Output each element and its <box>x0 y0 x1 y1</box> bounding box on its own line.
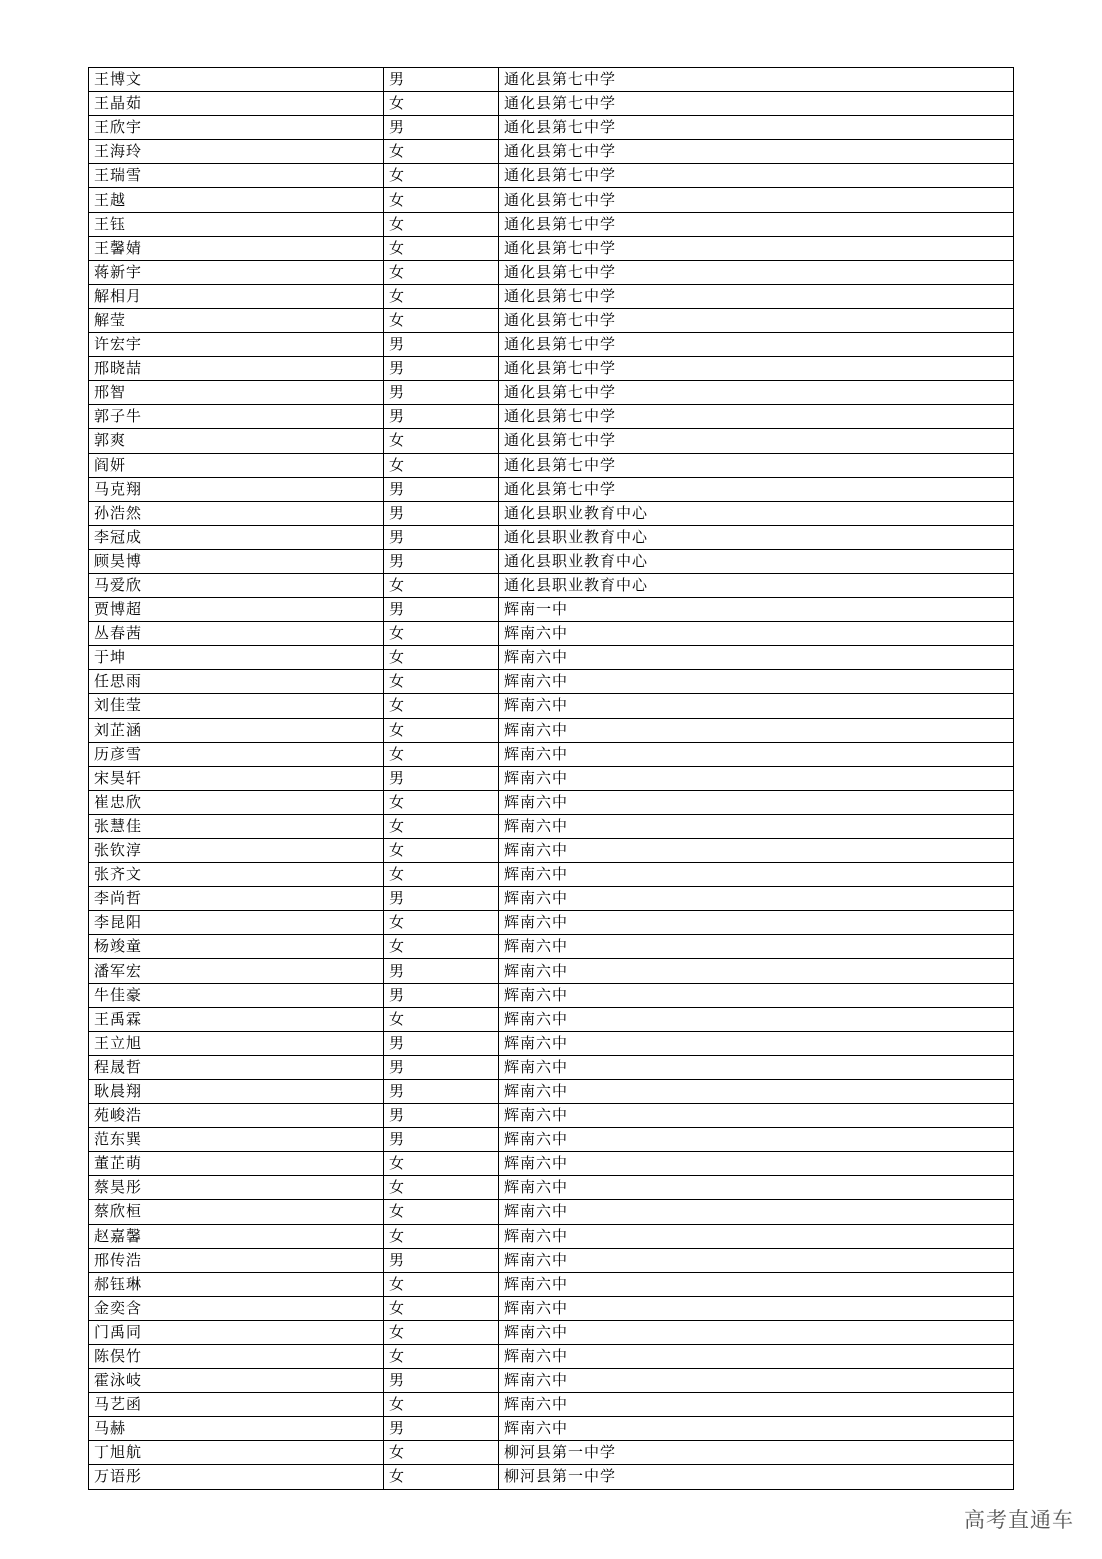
name-cell: 霍泳岐 <box>89 1369 384 1393</box>
table-row <box>89 260 1014 284</box>
table-row <box>89 863 1014 887</box>
name-cell: 许宏宇 <box>89 333 384 357</box>
school-cell: 通化县职业教育中心 <box>499 549 1014 573</box>
gender-cell: 女 <box>384 790 499 814</box>
school-cell: 通化县第七中学 <box>499 68 1014 92</box>
name-cell: 张齐文 <box>89 863 384 887</box>
school-cell: 辉南六中 <box>499 1248 1014 1272</box>
name-cell: 苑峻浩 <box>89 1104 384 1128</box>
table-row <box>89 790 1014 814</box>
name-cell: 牛佳豪 <box>89 983 384 1007</box>
school-cell: 通化县第七中学 <box>499 333 1014 357</box>
gender-cell: 男 <box>384 381 499 405</box>
school-cell: 辉南六中 <box>499 646 1014 670</box>
table-row <box>89 814 1014 838</box>
name-cell: 王博文 <box>89 68 384 92</box>
table-row <box>89 1128 1014 1152</box>
gender-cell: 男 <box>384 333 499 357</box>
table-row <box>89 284 1014 308</box>
table-row <box>89 622 1014 646</box>
gender-cell: 女 <box>384 573 499 597</box>
name-cell: 万语彤 <box>89 1465 384 1489</box>
school-cell: 辉南六中 <box>499 814 1014 838</box>
table-row <box>89 935 1014 959</box>
name-cell: 邢晓喆 <box>89 357 384 381</box>
gender-cell: 女 <box>384 1393 499 1417</box>
gender-cell: 男 <box>384 1417 499 1441</box>
school-cell: 辉南六中 <box>499 694 1014 718</box>
school-cell: 通化县职业教育中心 <box>499 501 1014 525</box>
gender-cell: 女 <box>384 1272 499 1296</box>
table-row <box>89 1104 1014 1128</box>
school-cell: 通化县第七中学 <box>499 284 1014 308</box>
gender-cell: 女 <box>384 140 499 164</box>
name-cell: 耿晨翔 <box>89 1079 384 1103</box>
table-row <box>89 405 1014 429</box>
gender-cell: 女 <box>384 1007 499 1031</box>
school-cell: 辉南一中 <box>499 598 1014 622</box>
table-row <box>89 573 1014 597</box>
table-row <box>89 1152 1014 1176</box>
table-row <box>89 381 1014 405</box>
table-row <box>89 188 1014 212</box>
table-row <box>89 1320 1014 1344</box>
gender-cell: 女 <box>384 429 499 453</box>
school-cell: 辉南六中 <box>499 1200 1014 1224</box>
school-cell: 辉南六中 <box>499 670 1014 694</box>
table-row <box>89 1393 1014 1417</box>
table-row <box>89 1465 1014 1489</box>
table-row <box>89 1007 1014 1031</box>
gender-cell: 女 <box>384 646 499 670</box>
table-row <box>89 429 1014 453</box>
table-row <box>89 766 1014 790</box>
roster-table <box>88 67 1014 1490</box>
school-cell: 辉南六中 <box>499 911 1014 935</box>
table-row <box>89 68 1014 92</box>
name-cell: 马克翔 <box>89 477 384 501</box>
gender-cell: 男 <box>384 887 499 911</box>
school-cell: 辉南六中 <box>499 1104 1014 1128</box>
gender-cell: 男 <box>384 1055 499 1079</box>
name-cell: 历彦雪 <box>89 742 384 766</box>
name-cell: 金奕含 <box>89 1296 384 1320</box>
name-cell: 郝钰琳 <box>89 1272 384 1296</box>
gender-cell: 男 <box>384 1248 499 1272</box>
name-cell: 邢传浩 <box>89 1248 384 1272</box>
gender-cell: 女 <box>384 1200 499 1224</box>
name-cell: 蔡昊彤 <box>89 1176 384 1200</box>
gender-cell: 男 <box>384 598 499 622</box>
name-cell: 阎妍 <box>89 453 384 477</box>
gender-cell: 男 <box>384 1031 499 1055</box>
table-row <box>89 839 1014 863</box>
gender-cell: 男 <box>384 766 499 790</box>
table-row <box>89 453 1014 477</box>
gender-cell: 男 <box>384 1369 499 1393</box>
table-row <box>89 549 1014 573</box>
gender-cell: 男 <box>384 405 499 429</box>
table-row <box>89 1176 1014 1200</box>
name-cell: 张慧佳 <box>89 814 384 838</box>
gender-cell: 男 <box>384 983 499 1007</box>
gender-cell: 女 <box>384 1176 499 1200</box>
name-cell: 王瑞雪 <box>89 164 384 188</box>
school-cell: 通化县第七中学 <box>499 453 1014 477</box>
table-row <box>89 598 1014 622</box>
gender-cell: 男 <box>384 357 499 381</box>
name-cell: 张钦淳 <box>89 839 384 863</box>
name-cell: 贾博超 <box>89 598 384 622</box>
gender-cell: 女 <box>384 1224 499 1248</box>
name-cell: 刘佳莹 <box>89 694 384 718</box>
school-cell: 通化县职业教育中心 <box>499 573 1014 597</box>
school-cell: 柳河县第一中学 <box>499 1441 1014 1465</box>
school-cell: 通化县第七中学 <box>499 188 1014 212</box>
school-cell: 辉南六中 <box>499 718 1014 742</box>
table-row <box>89 116 1014 140</box>
school-cell: 辉南六中 <box>499 1320 1014 1344</box>
table-row <box>89 718 1014 742</box>
gender-cell: 女 <box>384 670 499 694</box>
name-cell: 王欣宇 <box>89 116 384 140</box>
table-row <box>89 983 1014 1007</box>
gender-cell: 女 <box>384 1344 499 1368</box>
table-row <box>89 1296 1014 1320</box>
table-row <box>89 212 1014 236</box>
name-cell: 程晟哲 <box>89 1055 384 1079</box>
name-cell: 丛春茜 <box>89 622 384 646</box>
school-cell: 通化县第七中学 <box>499 381 1014 405</box>
table-row <box>89 1200 1014 1224</box>
table-row <box>89 1441 1014 1465</box>
watermark: 高考直通车 <box>964 1508 1074 1532</box>
gender-cell: 女 <box>384 284 499 308</box>
table-row <box>89 1031 1014 1055</box>
name-cell: 崔忠欣 <box>89 790 384 814</box>
gender-cell: 女 <box>384 1441 499 1465</box>
name-cell: 孙浩然 <box>89 501 384 525</box>
gender-cell: 女 <box>384 453 499 477</box>
school-cell: 辉南六中 <box>499 1152 1014 1176</box>
name-cell: 李冠成 <box>89 525 384 549</box>
name-cell: 任思雨 <box>89 670 384 694</box>
name-cell: 杨竣童 <box>89 935 384 959</box>
table-row <box>89 236 1014 260</box>
table-row <box>89 477 1014 501</box>
table-row <box>89 1369 1014 1393</box>
school-cell: 辉南六中 <box>499 622 1014 646</box>
school-cell: 辉南六中 <box>499 1031 1014 1055</box>
school-cell: 辉南六中 <box>499 1007 1014 1031</box>
gender-cell: 女 <box>384 742 499 766</box>
table-row <box>89 1248 1014 1272</box>
school-cell: 通化县第七中学 <box>499 405 1014 429</box>
name-cell: 赵嘉馨 <box>89 1224 384 1248</box>
school-cell: 通化县第七中学 <box>499 477 1014 501</box>
name-cell: 解莹 <box>89 308 384 332</box>
name-cell: 潘军宏 <box>89 959 384 983</box>
name-cell: 王馨婧 <box>89 236 384 260</box>
school-cell: 通化县第七中学 <box>499 116 1014 140</box>
school-cell: 辉南六中 <box>499 742 1014 766</box>
gender-cell: 男 <box>384 68 499 92</box>
school-cell: 通化县第七中学 <box>499 308 1014 332</box>
name-cell: 邢智 <box>89 381 384 405</box>
gender-cell: 女 <box>384 839 499 863</box>
gender-cell: 女 <box>384 718 499 742</box>
table-row <box>89 694 1014 718</box>
table-row <box>89 140 1014 164</box>
table-row <box>89 92 1014 116</box>
gender-cell: 男 <box>384 959 499 983</box>
school-cell: 柳河县第一中学 <box>499 1465 1014 1489</box>
school-cell: 辉南六中 <box>499 1176 1014 1200</box>
school-cell: 辉南六中 <box>499 983 1014 1007</box>
name-cell: 王立旭 <box>89 1031 384 1055</box>
name-cell: 马艺函 <box>89 1393 384 1417</box>
name-cell: 丁旭航 <box>89 1441 384 1465</box>
name-cell: 李尚哲 <box>89 887 384 911</box>
school-cell: 辉南六中 <box>499 959 1014 983</box>
school-cell: 辉南六中 <box>499 935 1014 959</box>
gender-cell: 女 <box>384 260 499 284</box>
roster-body <box>89 68 1014 1490</box>
name-cell: 郭爽 <box>89 429 384 453</box>
name-cell: 解相月 <box>89 284 384 308</box>
name-cell: 门禹同 <box>89 1320 384 1344</box>
name-cell: 蔡欣桓 <box>89 1200 384 1224</box>
table-row <box>89 1079 1014 1103</box>
gender-cell: 男 <box>384 549 499 573</box>
school-cell: 通化县第七中学 <box>499 92 1014 116</box>
school-cell: 通化县第七中学 <box>499 164 1014 188</box>
gender-cell: 男 <box>384 116 499 140</box>
gender-cell: 女 <box>384 935 499 959</box>
gender-cell: 男 <box>384 501 499 525</box>
school-cell: 辉南六中 <box>499 1417 1014 1441</box>
gender-cell: 女 <box>384 236 499 260</box>
table-row <box>89 1224 1014 1248</box>
gender-cell: 女 <box>384 92 499 116</box>
table-row <box>89 670 1014 694</box>
school-cell: 辉南六中 <box>499 1224 1014 1248</box>
name-cell: 郭子牛 <box>89 405 384 429</box>
name-cell: 陈俣竹 <box>89 1344 384 1368</box>
school-cell: 辉南六中 <box>499 790 1014 814</box>
gender-cell: 女 <box>384 814 499 838</box>
school-cell: 辉南六中 <box>499 766 1014 790</box>
table-row <box>89 959 1014 983</box>
gender-cell: 女 <box>384 1320 499 1344</box>
gender-cell: 男 <box>384 1079 499 1103</box>
gender-cell: 女 <box>384 622 499 646</box>
school-cell: 辉南六中 <box>499 1369 1014 1393</box>
school-cell: 通化县第七中学 <box>499 140 1014 164</box>
table-row <box>89 333 1014 357</box>
table-row <box>89 501 1014 525</box>
school-cell: 通化县第七中学 <box>499 212 1014 236</box>
table-row <box>89 1344 1014 1368</box>
school-cell: 辉南六中 <box>499 1079 1014 1103</box>
gender-cell: 女 <box>384 1152 499 1176</box>
school-cell: 辉南六中 <box>499 1393 1014 1417</box>
name-cell: 王钰 <box>89 212 384 236</box>
school-cell: 辉南六中 <box>499 887 1014 911</box>
table-row <box>89 1417 1014 1441</box>
school-cell: 通化县第七中学 <box>499 260 1014 284</box>
gender-cell: 女 <box>384 308 499 332</box>
gender-cell: 女 <box>384 164 499 188</box>
table-row <box>89 164 1014 188</box>
gender-cell: 女 <box>384 863 499 887</box>
name-cell: 顾昊博 <box>89 549 384 573</box>
school-cell: 辉南六中 <box>499 1128 1014 1152</box>
school-cell: 辉南六中 <box>499 1055 1014 1079</box>
gender-cell: 女 <box>384 188 499 212</box>
gender-cell: 女 <box>384 911 499 935</box>
gender-cell: 男 <box>384 477 499 501</box>
gender-cell: 男 <box>384 1128 499 1152</box>
name-cell: 王海玲 <box>89 140 384 164</box>
gender-cell: 女 <box>384 1465 499 1489</box>
table-row <box>89 742 1014 766</box>
name-cell: 刘芷涵 <box>89 718 384 742</box>
gender-cell: 女 <box>384 1296 499 1320</box>
name-cell: 王越 <box>89 188 384 212</box>
school-cell: 通化县第七中学 <box>499 429 1014 453</box>
table-row <box>89 911 1014 935</box>
school-cell: 通化县第七中学 <box>499 357 1014 381</box>
name-cell: 马爱欣 <box>89 573 384 597</box>
name-cell: 于坤 <box>89 646 384 670</box>
name-cell: 王禹霖 <box>89 1007 384 1031</box>
name-cell: 范东巽 <box>89 1128 384 1152</box>
table-row <box>89 525 1014 549</box>
table-row <box>89 308 1014 332</box>
school-cell: 辉南六中 <box>499 839 1014 863</box>
school-cell: 辉南六中 <box>499 1296 1014 1320</box>
school-cell: 辉南六中 <box>499 863 1014 887</box>
name-cell: 董芷萌 <box>89 1152 384 1176</box>
name-cell: 王晶茹 <box>89 92 384 116</box>
school-cell: 通化县职业教育中心 <box>499 525 1014 549</box>
gender-cell: 男 <box>384 525 499 549</box>
gender-cell: 男 <box>384 1104 499 1128</box>
school-cell: 通化县第七中学 <box>499 236 1014 260</box>
table-row <box>89 887 1014 911</box>
table-row <box>89 357 1014 381</box>
name-cell: 蒋新宇 <box>89 260 384 284</box>
table-row <box>89 646 1014 670</box>
table-row <box>89 1272 1014 1296</box>
table-row <box>89 1055 1014 1079</box>
school-cell: 辉南六中 <box>499 1344 1014 1368</box>
name-cell: 宋昊轩 <box>89 766 384 790</box>
gender-cell: 女 <box>384 694 499 718</box>
gender-cell: 女 <box>384 212 499 236</box>
name-cell: 李昆阳 <box>89 911 384 935</box>
school-cell: 辉南六中 <box>499 1272 1014 1296</box>
name-cell: 马赫 <box>89 1417 384 1441</box>
